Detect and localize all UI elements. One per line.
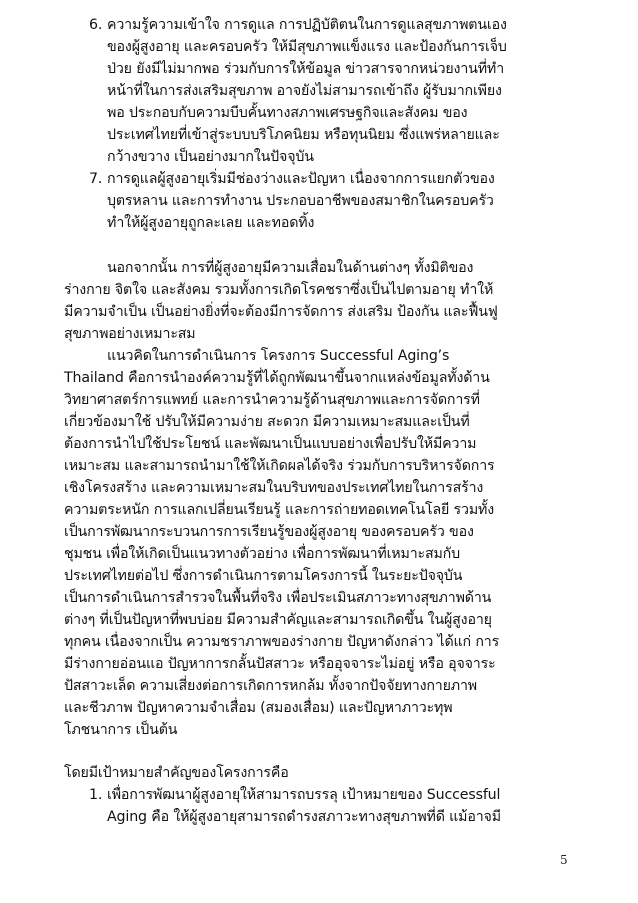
text-line: แนวคิดในการดำเนินการ โครงการ Successful Aging’s [107, 348, 450, 364]
text-line: เชิงโครงสร้าง และความเหมาะสมในบริบทของประเทศไทยในการสร้าง [64, 480, 484, 496]
text-line: เหมาะสม และสามารถนำมาใช้ให้เกิดผลได้จริง ร่วมกับการบริหารจัดการ [64, 458, 495, 474]
text-line: เพื่อการพัฒนาผู้สูงอายุให้สามารถบรรลุ เป้าหมายของ Successful [107, 787, 501, 803]
text-line: ประเทศไทยที่เข้าสู่ระบบบริโภคนิยม หรือทุนนิยม ซึ่งแพร่หลายและ [107, 127, 500, 143]
text-line: หน้าที่ในการส่งเสริมสุขภาพ อาจยังไม่สามารถเข้าถึง ผู้รับมากเพียง [107, 83, 502, 99]
text-line: ป่วย ยังมีไม่มากพอ ร่วมกับการให้ข้อมูล ข่าวสารจากหน่วยงานที่ทำ [107, 61, 505, 77]
text-line: เป็นการพัฒนากระบวนการการเรียนรู้ของผู้สูงอายุ ของครอบครัว ของ [64, 524, 474, 540]
text-line: สุขภาพอย่างเหมาะสม [64, 326, 196, 342]
text-line: ต่างๆ ที่เป็นปัญหาที่พบบ่อย มีความสำคัญและสามารถเกิดขึ้น ในผู้สูงอายุ [64, 612, 492, 628]
text-line: ประเทศไทยต่อไป ซึ่งการดำเนินการตามโครงการนี้ ในระยะปัจจุบัน [64, 568, 463, 584]
text-line: เป็นการดำเนินการสำรวจในพื้นที่จริง เพื่อประเมินสภาวะทางสุขภาพด้าน [64, 590, 492, 606]
text-line: วิทยาศาสตร์การแพทย์ และการนำความรู้ด้านสุขภาพและการจัดการที่ [64, 392, 480, 408]
text-line: ทุกคน เนื่องจากเป็น ความชราภาพของร่างกาย ปัญหาดังกล่าว ได้แก่ การ [64, 634, 500, 650]
text-line: โภชนาการ เป็นต้น [64, 722, 178, 738]
text-line: และชีวภาพ ปัญหาความจำเสื่อม (สมองเสื่อม) และปัญหาภาวะทุพ [64, 700, 453, 716]
text-line: มีความจำเป็น เป็นอย่างยิ่งที่จะต้องมีการจัดการ ส่งเสริม ป้องกัน และฟื้นฟู [64, 304, 498, 320]
text-line: ความตระหนัก การแลกเปลี่ยนเรียนรู้ และการถ่ายทอดเทคโนโลยี รวมทั้ง [64, 502, 495, 518]
page-number: 5 [560, 853, 568, 867]
text-line: Aging คือ ให้ผู้สูงอายุสามารถดำรงสภาวะทางสุขภาพที่ดี แม้อาจมี [107, 809, 501, 825]
list-number: 6. [89, 17, 103, 33]
text-line: การดูแลผู้สูงอายุเริ่มมีช่องว่างและปัญหา เนื่องจากการแยกตัวของ [107, 171, 495, 187]
text-line: ร่างกาย จิตใจ และสังคม รวมทั้งการเกิดโรคชราซึ่งเป็นไปตามอายุ ทำให้ [64, 282, 494, 298]
text-line: บุตรหลาน และการทำงาน ประกอบอาชีพของสมาชิกในครอบครัว [107, 193, 494, 209]
text-line: กว้างขวาง เป็นอย่างมากในปัจจุบัน [107, 149, 314, 165]
text-line: ปัสสาวะเล็ด ความเสี่ยงต่อการเกิดการหกล้ม ทั้งจากปัจจัยทางกายภาพ [64, 678, 477, 694]
list-number: 7. [89, 171, 103, 187]
text-line: ต้องการนำไปใช้ประโยชน์ และพัฒนาเป็นแบบอย่างเพื่อปรับให้มีความ [64, 436, 477, 452]
text-line: พอ ประกอบกับความบีบคั้นทางสภาพเศรษฐกิจและสังคม ของ [107, 105, 468, 121]
list-number: 1. [89, 787, 103, 803]
text-line: มีร่างกายอ่อนแอ ปัญหาการกลั้นปัสสาวะ หรืออุจจาระไม่อยู่ หรือ อุจจาระ [64, 656, 496, 672]
text-line: ของผู้สูงอายุ และครอบครัว ให้มีสุขภาพแข็งแรง และป้องกันการเจ็บ [107, 39, 507, 55]
text-line: Thailand คือการนำองค์ความรู้ที่ได้ถูกพัฒนาขึ้นจากแหล่งข้อมูลทั้งด้าน [64, 370, 490, 386]
text-line: นอกจากนั้น การที่ผู้สูงอายุมีความเสื่อมในด้านต่างๆ ทั้งมิติของ [107, 260, 474, 276]
text-line: ความรู้ความเข้าใจ การดูแล การปฏิบัติตนในการดูแลสุขภาพตนเอง [107, 17, 507, 33]
objectives-heading: โดยมีเป้าหมายสำคัญของโครงการคือ [64, 765, 289, 781]
text-line: เกี่ยวข้องมาใช้ ปรับให้มีความง่าย สะดวก มีความเหมาะสมและเป็นที่ [64, 414, 470, 430]
text-line: ชุมชน เพื่อให้เกิดเป็นแนวทางตัวอย่าง เพื่อการพัฒนาที่เหมาะสมกับ [64, 546, 460, 562]
text-line: ทำให้ผู้สูงอายุถูกละเลย และทอดทิ้ง [107, 215, 315, 231]
